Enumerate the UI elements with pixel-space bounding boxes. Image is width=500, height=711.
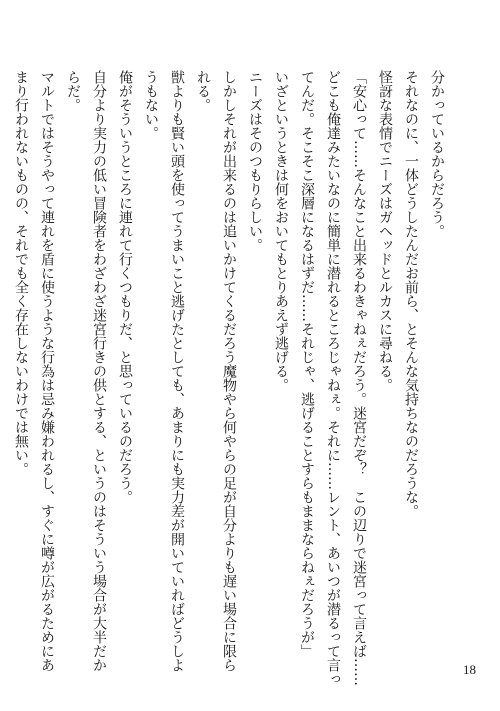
text-line: しかしそれが出来るのは追いかけてくるだろう魔物やら何やらの足が自分よりも遅い場合に限ら [221, 70, 237, 672]
page-number: 18 [463, 662, 476, 677]
text-line: 自分より実力の低い冒険者をわざわざ迷宮行きの供とする、というのはそういう場合が大半だか [91, 70, 107, 672]
text-line: てんだ。そこそこ深層になるはずだ……それじゃ、逃げることすらもままならねぇだろうが」 [299, 70, 315, 658]
text-line: 怪訝な表情でニーズはガヘッドとルカスに尋ねる。 [377, 70, 393, 392]
text-line: まり行われないものの、それでも全く存在しないわけでは無い。 [13, 70, 29, 476]
text-line: ニーズはそのつもりらしい。 [247, 70, 263, 252]
text-line: れる。 [195, 70, 211, 112]
text-line: らだ。 [65, 70, 81, 112]
text-line: 分かっているからだろう。 [429, 70, 445, 238]
text-line: マルトではそうやって連れを盾に使うような行為は忌み嫌われるし、すぐに噂が広がるためにあ [39, 70, 55, 672]
text-line: どこも俺達みたいなのに簡単に潜れるところじゃねぇ。それに……レント、あいつが潜るって言っ [325, 70, 341, 686]
text-line: いざというときは何をおいてもとりあえず逃げる。 [273, 70, 289, 392]
text-line: うもない。 [143, 70, 159, 140]
text-line: 「安心って……そんなこと出来るわきゃねぇだろう。迷宮だぞ？ この辺りで迷宮って言えば…… [351, 70, 367, 686]
text-line: 俺がそういうところに連れて行くつもりだ、と思っているのだろう。 [117, 70, 133, 504]
text-line: 獣よりも賢い頭を使ってうまいこと逃げたとしても、あまりにも実力差が開いていればどうしよ [169, 70, 185, 672]
vertical-text-block [13, 70, 450, 686]
text-line: それなのに、一体どうしたんだお前ら、とそんな気持ちなのだろうな。 [403, 70, 419, 518]
